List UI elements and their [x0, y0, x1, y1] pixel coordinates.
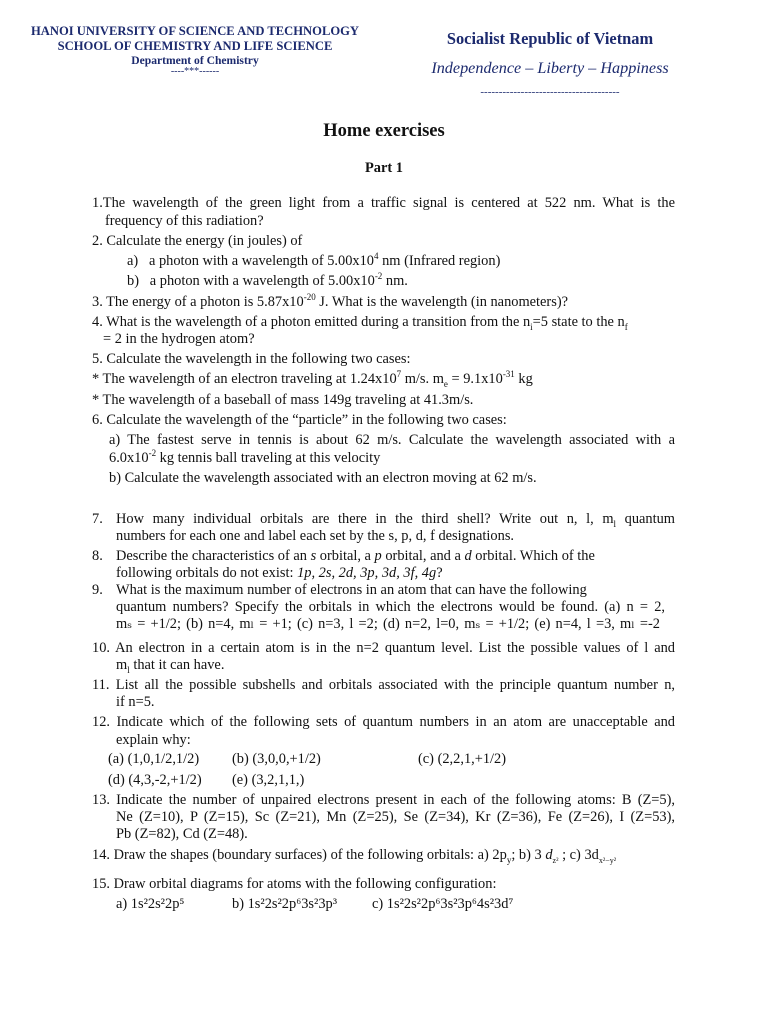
department-name: Department of Chemistry — [131, 54, 259, 67]
national-motto: Independence – Liberty – Happiness — [431, 59, 669, 77]
question-7-line-1: How many individual orbitals are there in the third shell? Write out n, l, $m_l$ quantum — [116, 511, 675, 529]
question-15-c: c) 1s²2s²2p⁶3s²3p⁶4s²3d⁷ — [372, 896, 514, 912]
question-12-option-d: (d) (4,3,-2,+1/2) — [108, 772, 202, 788]
question-8-line-1: Describe the characteristics of an s orbital, a p orbital, and a d orbital. Which of the — [116, 548, 595, 564]
question-2-a: a) a photon with a wavelength of $5.00x10^4$ nm (Infrared region) — [127, 251, 501, 269]
question-2-stem: 2. Calculate the energy (in joules) of — [92, 233, 303, 249]
question-1-line-1: 1.The wavelength of the green light from a traffic signal is centered at 522 nm. What is the — [92, 195, 675, 211]
question-8-line-2: following orbitals do not exist: 1p, 2s, 2d, 3p, 3d, 3f, 4g? — [116, 565, 443, 581]
question-12-option-c: (c) (2,2,1,+1/2) — [418, 751, 507, 767]
school-name: SCHOOL OF CHEMISTRY AND LIFE SCIENCE — [57, 39, 333, 53]
question-12-line-2: explain why: — [116, 732, 191, 748]
question-3: 3. The energy of a photon is $5.87x10^{-20}$ J. What is the wavelength (in nanometers)? — [92, 292, 568, 310]
question-12-line-1: 12. Indicate which of the following sets of quantum numbers in an atom are unacceptable and — [92, 714, 675, 730]
question-9-line-1: What is the maximum number of electrons in an atom that can have the following — [116, 582, 587, 598]
question-13-line-1: 13. Indicate the number of unpaired electrons present in each of the following atoms: B (Z=5), — [92, 792, 675, 808]
part-heading: Part 1 — [365, 160, 403, 176]
question-8-number: 8. — [92, 548, 103, 564]
question-7-number: 7. — [92, 511, 103, 527]
question-5-stem: 5. Calculate the wavelength in the following two cases: — [92, 351, 411, 367]
dash-divider: -------------------------------------- — [480, 86, 620, 98]
question-12-option-e: (e) (3,2,1,1,) — [232, 772, 305, 788]
question-14: 14. Draw the shapes (boundary surfaces) of the following orbitals: a) $2p_y$; b) 3 $d_{z^2}$ ; c) $3d_{x^2-y^2}$ — [92, 847, 617, 865]
country-name: Socialist Republic of Vietnam — [446, 29, 654, 48]
question-10-line-2: $m_l$ that it can have. — [116, 657, 225, 675]
question-5-a: * The wavelength of an electron traveling at $1.24x10^7$ m/s. $m_e = 9.1x10^{-31}$ kg — [92, 369, 533, 389]
question-1-line-2: frequency of this radiation? — [105, 213, 264, 229]
question-9-line-3: mₛ = +1/2; (b) n=4, mₗ = +1; (c) n=3, l =2; (d) n=2, l=0, mₛ = +1/2; (e) n=4, l =3, mₗ =-2 — [116, 616, 660, 632]
question-15-b: b) 1s²2s²2p⁶3s²3p³ — [232, 896, 338, 912]
question-10-line-1: 10. An electron in a certain atom is in the n=2 quantum level. List the possible values of l and — [92, 640, 675, 656]
question-2-b: b) a photon with a wavelength of $5.00x10^{-2}$ nm. — [127, 271, 408, 289]
university-name: HANOI UNIVERSITY OF SCIENCE AND TECHNOLOGY — [30, 24, 360, 38]
question-15-stem: 15. Draw orbital diagrams for atoms with the following configuration: — [92, 876, 497, 892]
question-13-line-2: Ne (Z=10), P (Z=15), Sc (Z=21), Mn (Z=25), Se (Z=34), Kr (Z=36), Fe (Z=26), I (Z=53), — [116, 809, 675, 825]
question-11-line-1: 11. List all the possible subshells and orbitals associated with the principle quantum number n, — [92, 677, 675, 693]
question-7-line-2: numbers for each one and label each set by the s, p, d, f designations. — [116, 528, 515, 544]
question-6-a-line-1: a) The fastest serve in tennis is about 62 m/s. Calculate the wavelength associated with a — [109, 432, 675, 448]
question-4-line-1: 4. What is the wavelength of a photon emitted during a transition from the $n_i=5$ state to the $n_f$ — [92, 314, 628, 332]
question-11-line-2: if n=5. — [116, 694, 155, 710]
institution-header — [0, 24, 390, 77]
question-6-stem: 6. Calculate the wavelength of the “particle” in the following two cases: — [92, 412, 507, 428]
question-6-a-line-2: $6.0x10^{-2}$ kg tennis ball traveling at this velocity — [109, 448, 381, 466]
question-13-line-3: Pb (Z=82), Cd (Z=48). — [116, 826, 248, 842]
question-12-option-b: (b) (3,0,0,+1/2) — [232, 751, 321, 767]
national-header — [400, 29, 700, 98]
question-9-line-2: quantum numbers? Specify the orbitals in which the electrons would be found. (a) n = 2, — [116, 599, 665, 615]
question-4-line-2: = 2 in the hydrogen atom? — [103, 331, 255, 347]
question-15-a: a) 1s²2s²2p⁵ — [116, 896, 185, 912]
question-12-option-a: (a) (1,0,1/2,1/2) — [108, 751, 200, 767]
question-5-b: * The wavelength of a baseball of mass 149g traveling at 41.3m/s. — [92, 392, 474, 408]
question-6-b: b) Calculate the wavelength associated with an electron moving at 62 m/s. — [109, 470, 537, 486]
stars-divider: ----***------ — [170, 66, 220, 77]
question-9-number: 9. — [92, 582, 103, 598]
document-title: Home exercises — [323, 121, 445, 141]
